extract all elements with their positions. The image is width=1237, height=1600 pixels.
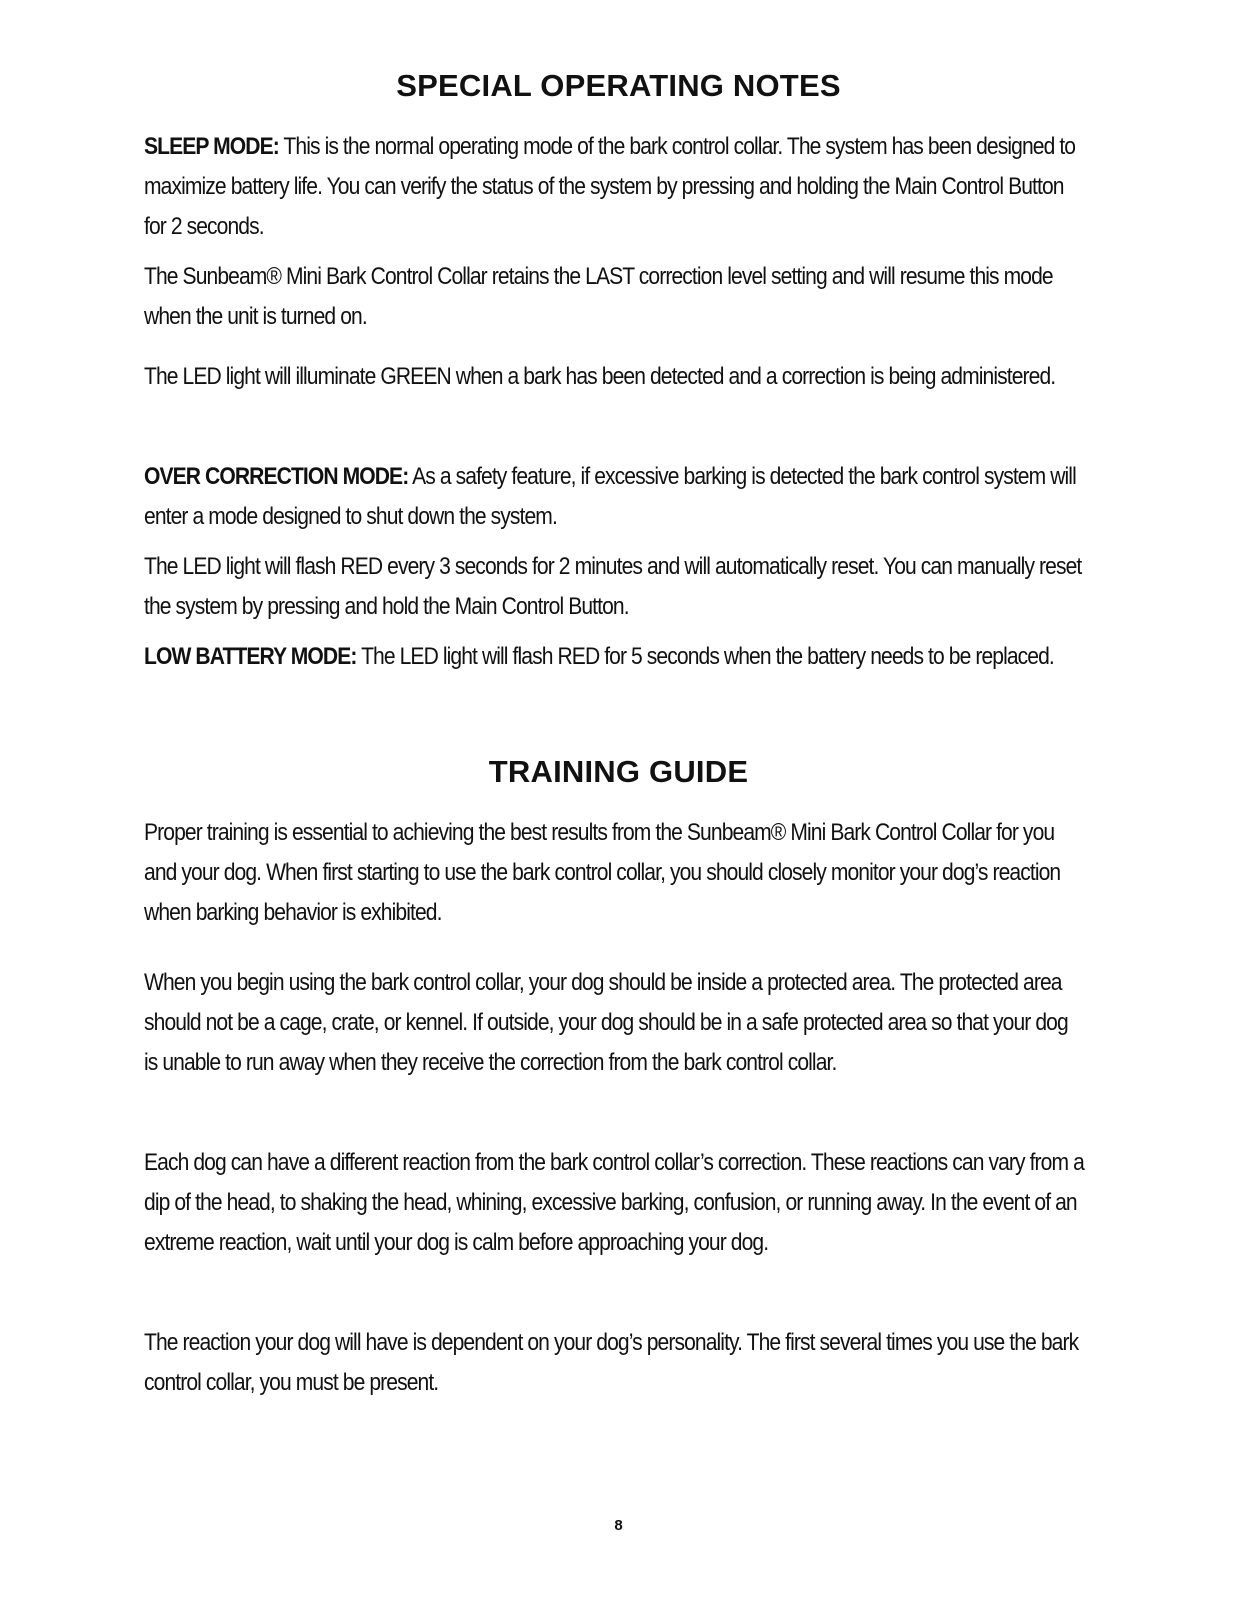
led-green-paragraph: The LED light will illuminate GREEN when a bark has been detected and a correction is being administered.: [144, 363, 1056, 390]
training-paragraph-2: When you begin using the bark control collar, your dog should be inside a protected area. The protected area should not be a cage, crate, or kennel. If outside, your dog should be in a safe protected area so that your dog is unable to run away when they receive the correction from the bark control collar.: [144, 969, 1068, 1076]
over-correction-label: OVER CORRECTION MODE:: [144, 463, 409, 490]
sleep-mode-paragraph: [144, 127, 1084, 247]
training-guide-heading: TRAINING GUIDE: [488, 754, 749, 789]
low-battery-paragraph: [144, 637, 1084, 677]
sleep-mode-label: SLEEP MODE:: [144, 133, 279, 160]
low-battery-text: The LED light will flash RED for 5 seconds when the battery needs to be replaced.: [356, 643, 1054, 670]
low-battery-label: LOW BATTERY MODE:: [144, 643, 357, 670]
training-paragraph-1: Proper training is essential to achieving the best results from the Sunbeam® Mini Bark Control Collar for you and your dog. When first starting to use the bark control collar, you should closely monitor your dog’s reaction when barking behavior is exhibited.: [144, 819, 1061, 926]
over-correction-paragraph: [144, 457, 1084, 537]
over-correction-text: As a safety feature, if excessive barking is detected the bark control system will enter a mode designed to shut down the system.: [144, 463, 1076, 530]
training-paragraph-4: The reaction your dog will have is dependent on your dog’s personality. The first several times you use the bark control collar, you must be present.: [144, 1329, 1079, 1396]
retains-setting-paragraph: The Sunbeam® Mini Bark Control Collar retains the LAST correction level setting and will resume this mode when the unit is turned on.: [144, 263, 1053, 330]
page-number: 8: [614, 1517, 623, 1534]
training-paragraph-3: Each dog can have a different reaction from the bark control collar’s correction. These reactions can vary from a dip of the head, to shaking the head, whining, excessive barking, confusion, or running away. In the event of an extreme reaction, wait until your dog is calm before approaching your dog.: [144, 1149, 1084, 1256]
sleep-mode-text: This is the normal operating mode of the bark control collar. The system has been designed to maximize battery life. You can verify the status of the system by pressing and holding the Main Control Button for 2 seconds.: [144, 133, 1076, 240]
led-red-flash-paragraph: The LED light will flash RED every 3 seconds for 2 minutes and will automatically reset. You can manually reset the system by pressing and hold the Main Control Button.: [144, 553, 1082, 620]
special-operating-notes-heading: SPECIAL OPERATING NOTES: [396, 68, 841, 103]
